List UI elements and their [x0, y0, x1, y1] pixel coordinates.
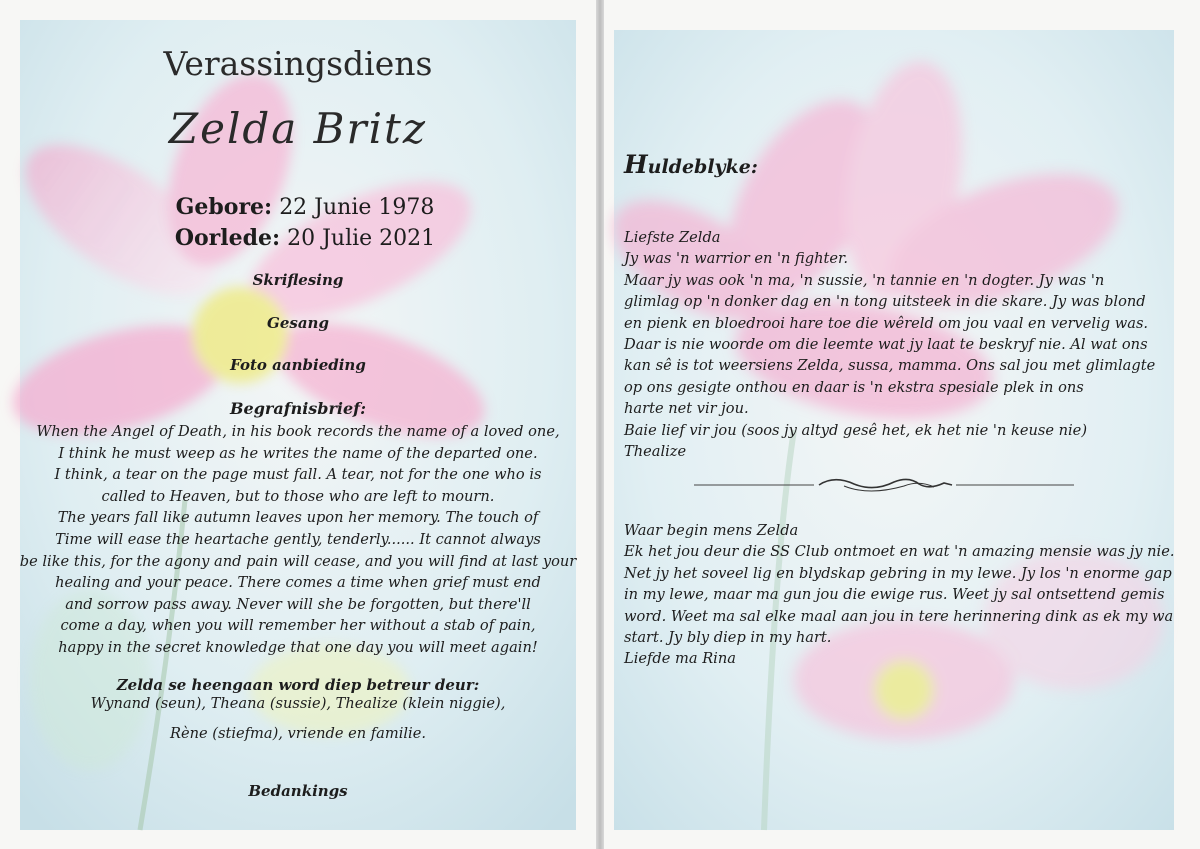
tribute-line: Baie lief vir jou (soos jy altyd gesê het, ek het nie 'n keuse nie): [624, 421, 1088, 439]
tribute-line: op ons gesigte onthou en daar is 'n ekstra spesiale plek in ons: [624, 378, 1084, 396]
program-item-photos: Foto aanbieding: [230, 356, 366, 374]
left-content: [0, 0, 596, 849]
tribute-line: Jy was 'n warrior en 'n fighter.: [624, 250, 849, 268]
tribute-line: Liefste Zelda: [624, 229, 721, 246]
tribute-line: Maar jy was ook 'n ma, 'n sussie, 'n tannie en 'n dogter. Jy was 'n: [624, 271, 1105, 289]
tribute-line: kan sê is tot weersiens Zelda, sussa, mamma. Ons sal jou met glimlagte: [624, 357, 1156, 375]
tribute-line: glimlag op 'n donker dag en 'n tong uitsteek in die skare. Jy was blond: [624, 293, 1146, 311]
tribute-line: Waar begin mens Zelda: [624, 522, 799, 539]
tribute-line: word. Weet ma sal elke maal aan jou in tere herinnering dink as ek my wa: [624, 607, 1174, 625]
tributes-heading: [624, 150, 758, 179]
poem-line: Time will ease the heartache gently, tenderly...... It cannot always: [55, 530, 541, 548]
poem-line: healing and your peace. There comes a time when grief must end: [55, 574, 541, 592]
thanks-heading: Bedankings: [248, 782, 348, 800]
poem-line: come a day, when you will remember her without a stab of pain,: [60, 617, 536, 635]
program-item-scripture: Skriflesing: [252, 271, 344, 289]
poem-line: I think he must weep as he writes the name of the departed one.: [58, 444, 538, 462]
tribute-line: Thealize: [624, 443, 687, 461]
tribute-rina: [624, 520, 1174, 670]
tribute-line: Daar is nie woorde om die leemte wat jy laat te beskryf nie. Al wat ons: [624, 336, 1148, 354]
letter-heading: Begrafnisbrief:: [230, 399, 366, 418]
born-line: [0, 194, 596, 220]
poem-line: called to Heaven, but to those who are left to mourn.: [101, 487, 495, 505]
poem-line: The years fall like autumn leaves upon her memory. The touch of: [57, 509, 539, 527]
tribute-line: Ek het jou deur die SS Club ontmoet en wat 'n amazing mensie was jy nie.: [624, 543, 1175, 561]
poem-line: When the Angel of Death, in his book records the name of a loved one,: [36, 423, 560, 440]
tribute-line: harte net vir jou.: [624, 400, 749, 418]
left-page: [0, 0, 596, 849]
mourners-heading: Zelda se heengaan word diep betreur deur:: [116, 676, 480, 694]
right-content: [604, 0, 1200, 849]
tribute-line: en pienk en bloedrooi hare toe die wêreld om jou vaal en vervelig was.: [624, 314, 1149, 332]
tribute-line: Liefde ma Rina: [624, 650, 736, 668]
tributes-heading-rest: uldeblyke:: [647, 156, 758, 178]
tribute-line: Net jy het soveel lig en blydskap gebring in my lewe. Jy los 'n enorme gap: [624, 564, 1172, 582]
died-line: [0, 225, 596, 251]
program-item-hymn: Gesang: [267, 314, 329, 332]
died-date: 20 Julie 2021: [287, 226, 436, 251]
tributes-heading-initial: H: [624, 150, 648, 179]
mourners-line: Rène (stiefma), vriende en familie.: [170, 725, 426, 742]
born-date: 22 Junie 1978: [279, 195, 435, 220]
page-gutter: [596, 0, 604, 849]
right-page: [604, 0, 1200, 849]
poem: [0, 421, 596, 659]
mourners-line: Wynand (seun), Theana (sussie), Thealize (klein niggie),: [90, 695, 506, 712]
tribute-line: start. Jy bly diep in my hart.: [624, 629, 832, 647]
poem-line: be like this, for the agony and pain will cease, and you will find at last your: [19, 552, 577, 570]
born-label: Gebore:: [175, 194, 273, 220]
service-title: Verassingsdiens: [163, 44, 433, 83]
poem-line: happy in the secret knowledge that one day you will meet again!: [58, 638, 538, 656]
deceased-name: Zelda Britz: [168, 104, 428, 153]
died-label: Oorlede:: [174, 225, 281, 251]
tribute-line: in my lewe, maar ma gun jou die ewige rus. Weet jy sal ontsettend gemis: [624, 586, 1165, 604]
tribute-thealize: [624, 227, 1155, 462]
ornamental-divider: [694, 470, 1074, 500]
poem-line: I think, a tear on the page must fall. A tear, not for the one who is: [54, 466, 542, 484]
poem-line: and sorrow pass away. Never will she be forgotten, but there'll: [65, 595, 531, 613]
